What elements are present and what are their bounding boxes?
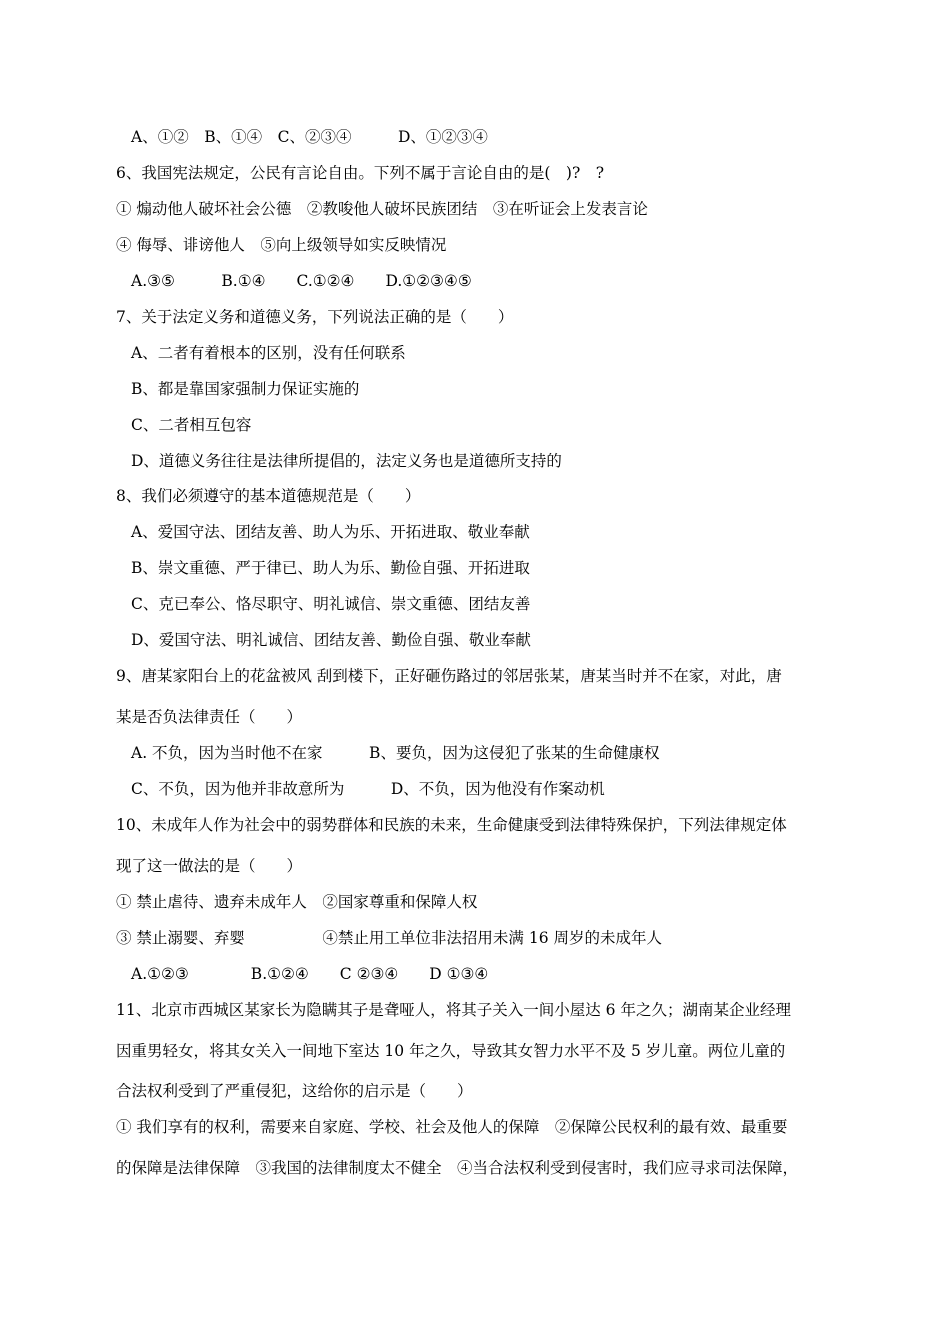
q8-option-c: C、克已奉公、恪尽职守、明礼诚信、崇文重德、团结友善 [131, 595, 531, 613]
q7-option-d: D、道德义务往往是法律所提倡的，法定义务也是道德所支持的 [131, 452, 562, 470]
q10-statements-2: ③ 禁止溺婴、弃婴 ④禁止用工单位非法招用未满 16 周岁的未成年人 [116, 929, 663, 947]
q11-statements-1: ① 我们享有的权利，需要来自家庭、学校、社会及他人的保障 ②保障公民权利的最有效、最重要 [116, 1118, 788, 1136]
q9-stem-2: 某是否负法律责任（ ） [116, 708, 303, 726]
q8-option-d: D、爱国守法、明礼诚信、团结友善、勤俭自强、敬业奉献 [131, 631, 531, 649]
q7-stem: 7、关于法定义务和道德义务，下列说法正确的是（ ） [116, 308, 514, 326]
q11-stem-2: 因重男轻女，将其女关入一间地下室达 10 年之久，导致其女智力水平不及 5 岁儿童。两位儿童的 [116, 1042, 786, 1060]
q9-options-cd: C、不负，因为他并非故意所为 D、不负，因为他没有作案动机 [131, 780, 605, 798]
q7-option-c: C、二者相互包容 [131, 416, 252, 434]
q10-statements-1: ① 禁止虐待、遗弃未成年人 ②国家尊重和保障人权 [116, 893, 478, 911]
q9-options-ab: A. 不负，因为当时他不在家 B、要负，因为这侵犯了张某的生命健康权 [131, 744, 660, 762]
q11-stem-3: 合法权利受到了严重侵犯，这给你的启示是（ ） [116, 1082, 473, 1100]
q10-stem-2: 现了这一做法的是（ ） [116, 857, 303, 875]
q11-statements-2: 的保障是法律保障 ③我国的法律制度太不健全 ④当合法权利受到侵害时，我们应寻求司法保障， [116, 1159, 799, 1177]
q7-option-a: A、二者有着根本的区别，没有任何联系 [131, 344, 406, 362]
q5-options: A、①② B、①④ C、②③④ D、①②③④ [131, 128, 488, 146]
q10-options: A.①②③ B.①②④ C ②③④ D ①③④ [131, 965, 489, 983]
q8-option-b: B、崇文重德、严于律已、助人为乐、勤俭自强、开拓进取 [131, 559, 530, 577]
q8-option-a: A、爱国守法、团结友善、助人为乐、开拓进取、敬业奉献 [131, 523, 530, 541]
q7-option-b: B、都是靠国家强制力保证实施的 [131, 380, 360, 398]
q8-stem: 8、我们必须遵守的基本道德规范是（ ） [116, 487, 421, 505]
q10-stem-1: 10、未成年人作为社会中的弱势群体和民族的未来，生命健康受到法律特殊保护，下列法律规定体 [116, 816, 787, 834]
q9-stem-1: 9、唐某家阳台上的花盆被风 刮到楼下，正好砸伤路过的邻居张某，唐某当时并不在家，对此，唐 [116, 667, 782, 685]
q6-stem: 6、我国宪法规定，公民有言论自由。下列不属于言论自由的是( )? ? [116, 164, 605, 182]
q6-statements-1: ① 煽动他人破坏社会公德 ②教唆他人破坏民族团结 ③在听证会上发表言论 [116, 200, 648, 218]
q11-stem-1: 11、北京市西城区某家长为隐瞒其子是聋哑人，将其子关入一间小屋达 6 年之久；湖南某企业经理 [116, 1001, 791, 1019]
q6-options: A.③⑤ B.①④ C.①②④ D.①②③④⑤ [131, 272, 472, 290]
q6-statements-2: ④ 侮辱、诽谤他人 ⑤向上级领导如实反映情况 [116, 236, 447, 254]
